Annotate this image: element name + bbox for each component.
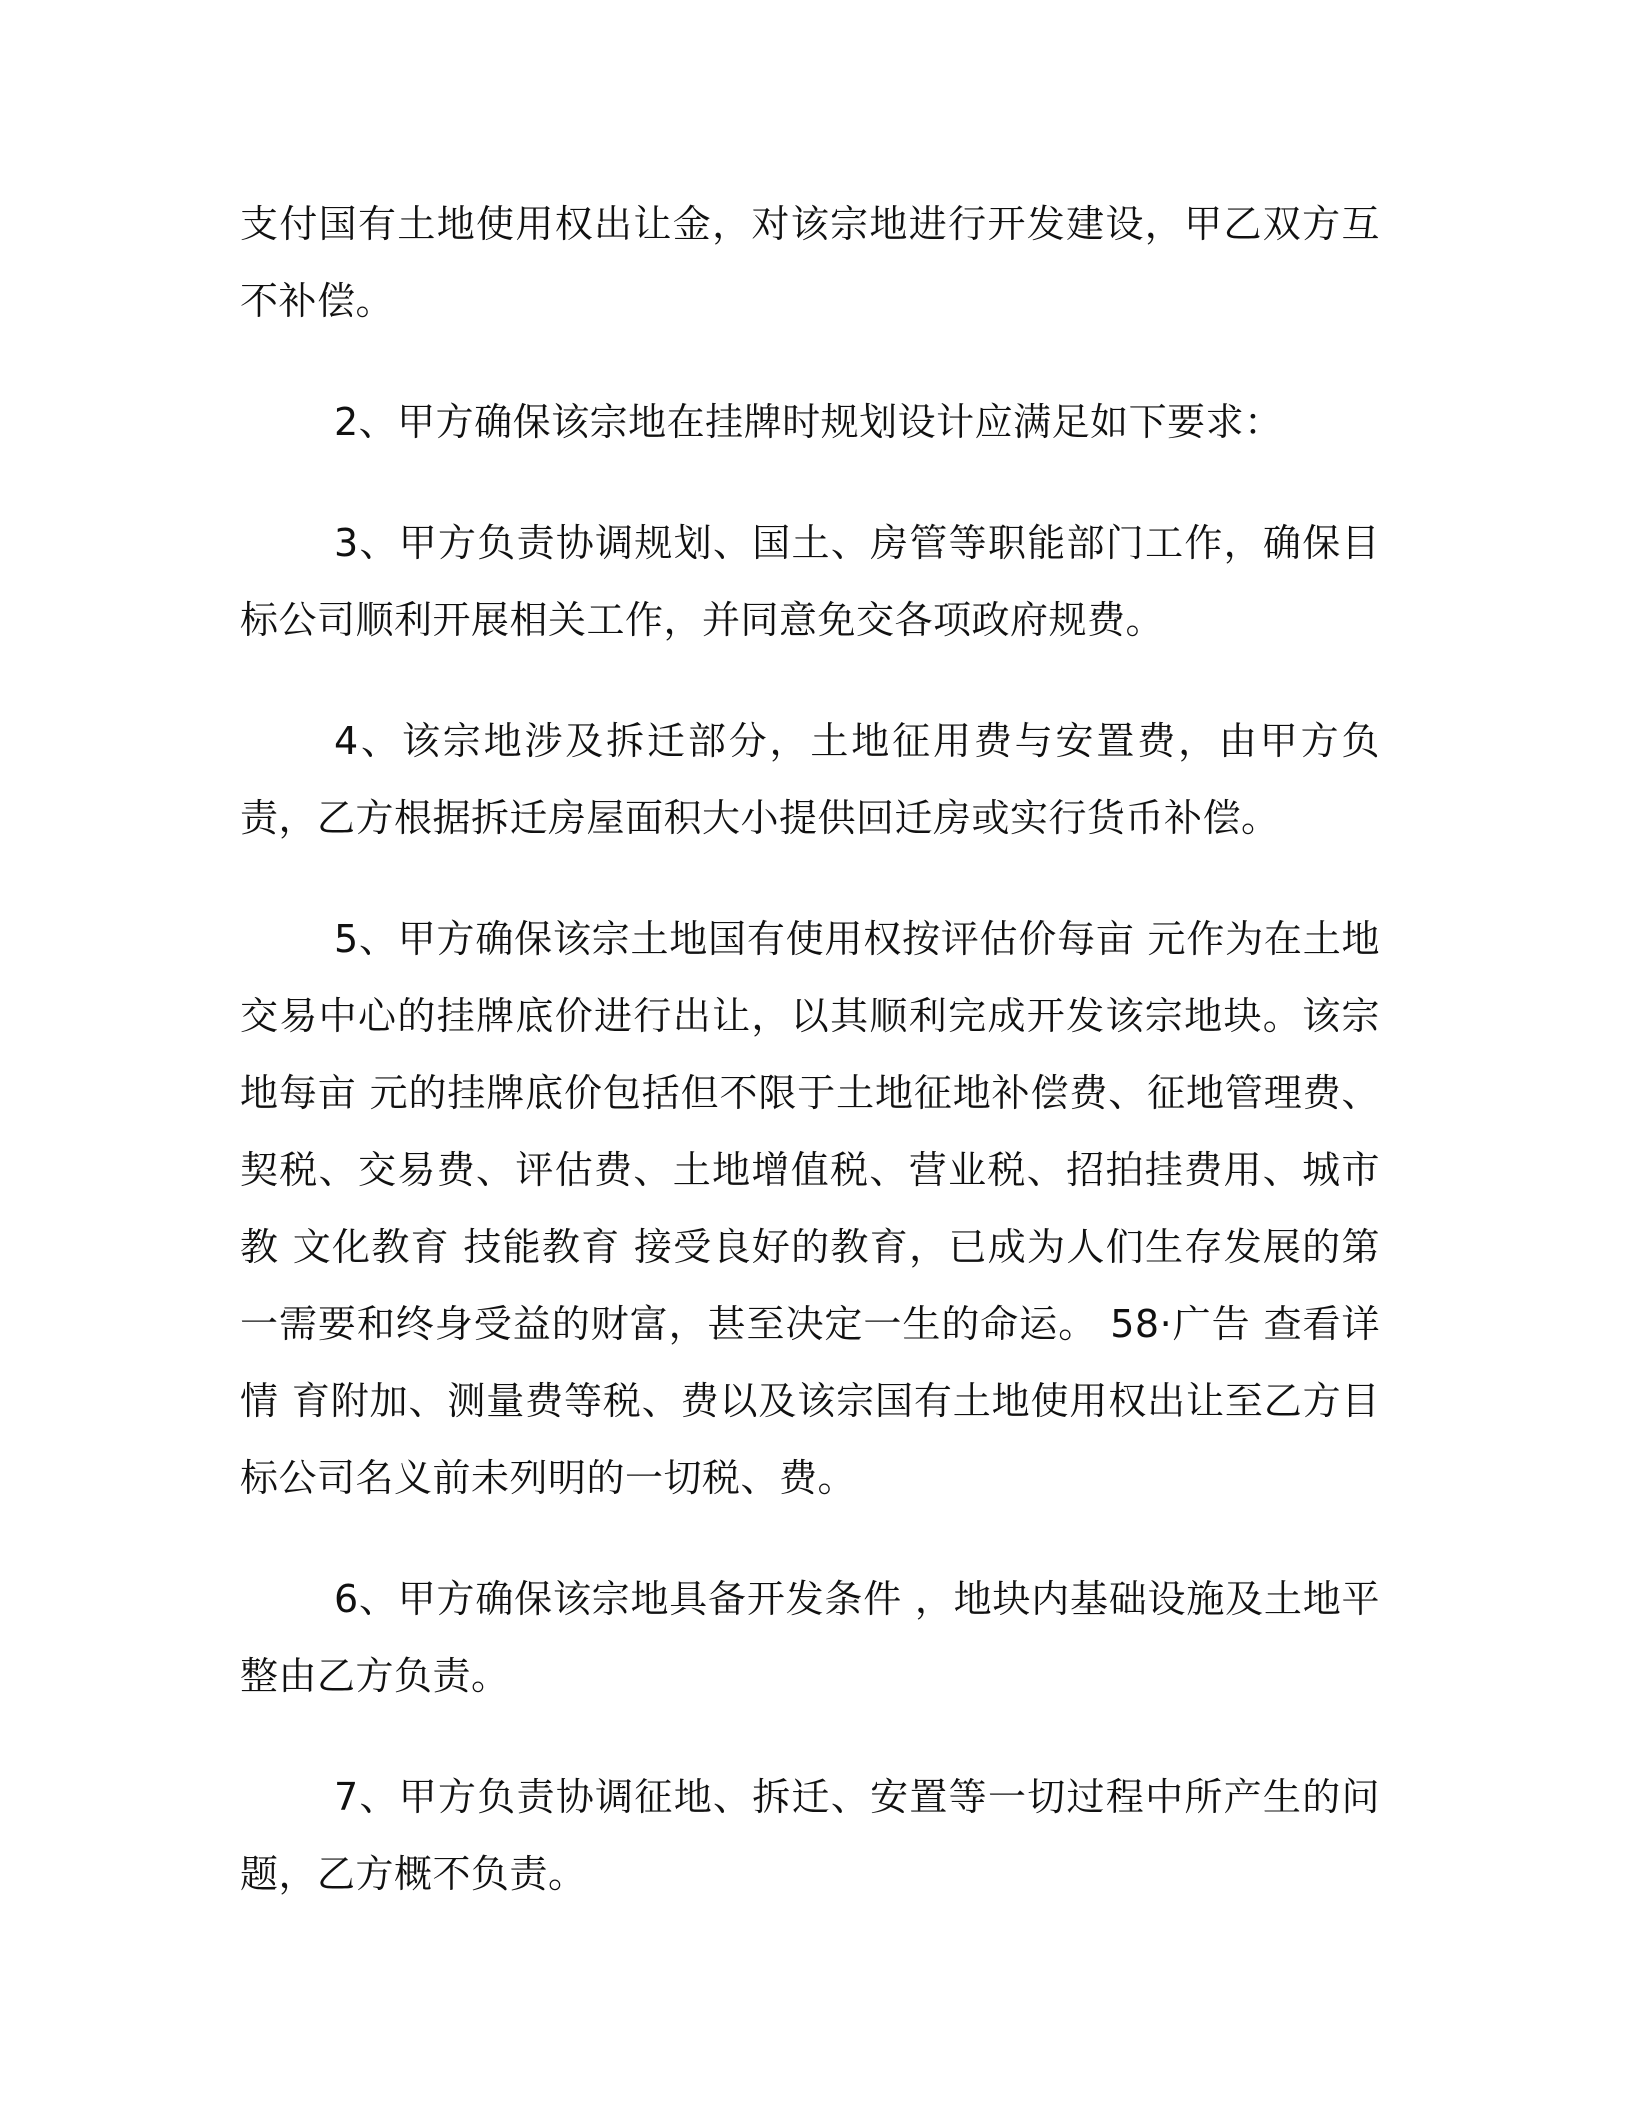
paragraph-clause-6: 6、甲方确保该宗地具备开发条件 ，地块内基础设施及土地平整由乙方负责。 — [240, 1577, 1380, 1698]
paragraph-clause-7: 7、甲方负责协调征地、拆迁、安置等一切过程中所产生的问题，乙方概不负责。 — [240, 1775, 1380, 1896]
paragraph-continuation: 支付国有土地使用权出让金，对该宗地进行开发建设，甲乙双方互不补偿。 — [240, 202, 1380, 323]
document-body — [240, 186, 1380, 1957]
paragraph-clause-4: 4、该宗地涉及拆迁部分，土地征用费与安置费，由甲方负责，乙方根据拆迁房屋面积大小提供回迁房或实行货币补偿。 — [240, 719, 1380, 840]
paragraph-clause-5: 5、甲方确保该宗土地国有使用权按评估价每亩 元作为在土地交易中心的挂牌底价进行出让，以其顺利完成开发该宗地块。该宗地每亩 元的挂牌底价包括但不限于土地征地补偿费、征地管理费、契税、交易费、评估费、土地增值税、营业税、招拍挂费用、城市教 文化教育 技能教育 接受良好的教育，已成为人们生存发展的第一需要和终身受益的财富，甚至决定一生的命运。 58·广告 查看详情 育附加、测量费等税、费以及该宗国有土地使用权出让至乙方目标公司名义前未列明的一切税、费。 — [240, 917, 1380, 1500]
paragraph-clause-3: 3、甲方负责协调规划、国土、房管等职能部门工作，确保目标公司顺利开展相关工作，并同意免交各项政府规费。 — [240, 521, 1380, 642]
paragraph-clause-2: 2、甲方确保该宗地在挂牌时规划设计应满足如下要求： — [334, 400, 1283, 444]
